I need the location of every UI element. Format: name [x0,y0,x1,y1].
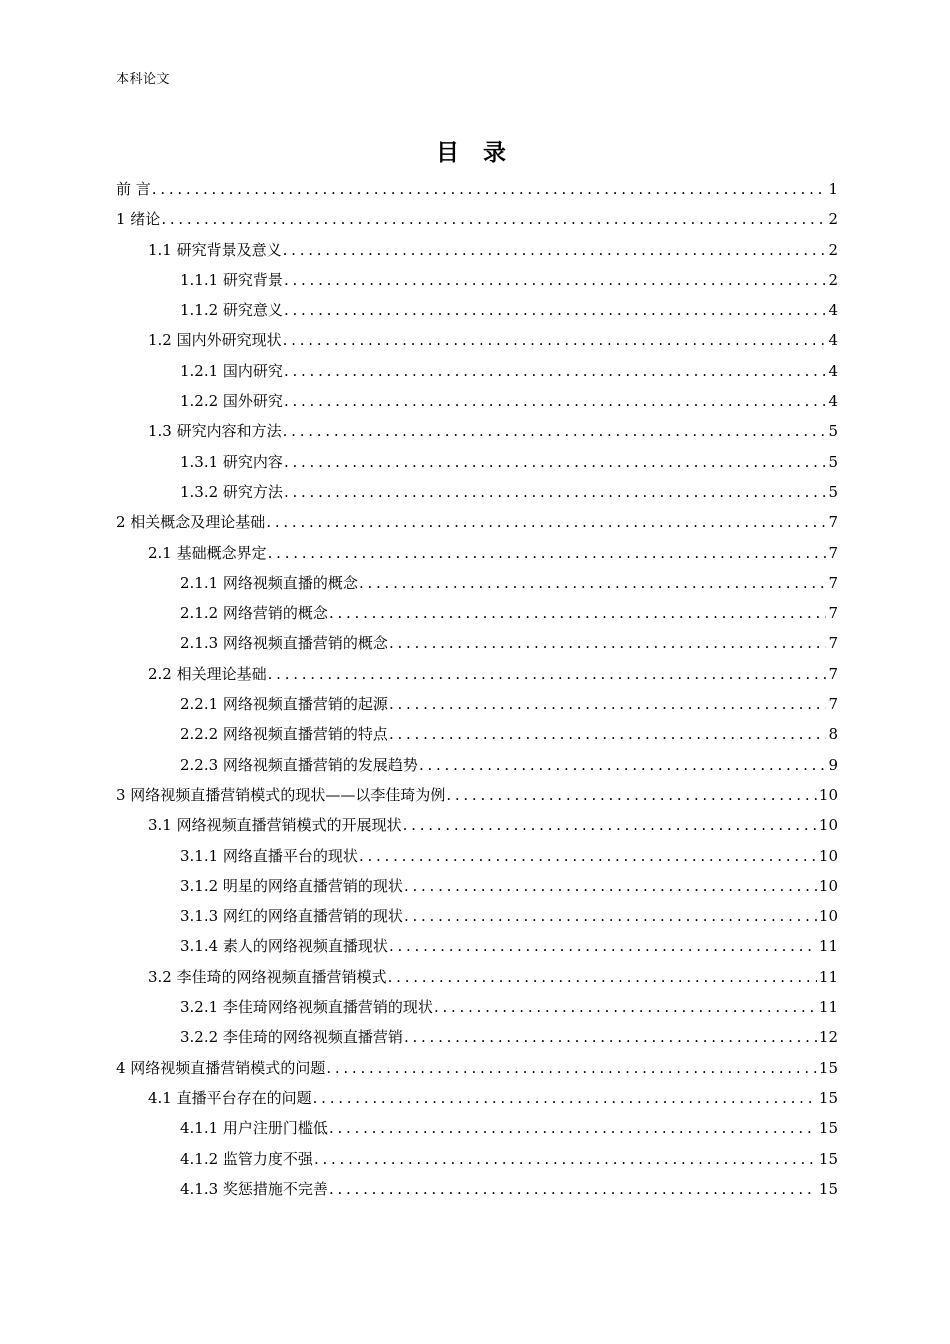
toc-dot-leader [329,1174,817,1204]
toc-entry-page-number: 5 [828,482,838,501]
toc-entry-page-number: 1 [828,180,838,198]
toc-entry-page-number: 2 [828,270,838,289]
toc-entry-label: 2.1.1 网络视频直播的概念 [180,573,358,592]
toc-entry-label: 1.2.1 国内研究 [180,361,283,380]
toc-entry-label: 1.1 研究背景及意义 [148,240,282,259]
toc-entry-label: 2.2.3 网络视频直播营销的发展趋势 [180,755,418,774]
toc-entry[interactable] [116,507,838,537]
toc-entry-label: 3.2 李佳琦的网络视频直播营销模式 [148,967,387,986]
toc-entry[interactable] [116,780,838,810]
toc-entry-page-number: 8 [828,725,838,744]
toc-dot-leader [403,810,817,840]
toc-entry-page-number: 2 [828,240,838,259]
toc-entry[interactable] [116,325,838,355]
toc-entry[interactable] [116,174,838,204]
toc-dot-leader [266,507,826,537]
toc-dot-leader [326,1053,817,1083]
toc-entry[interactable] [116,1144,838,1174]
toc-entry-page-number: 10 [818,846,838,865]
toc-entry-page-number: 5 [828,422,838,441]
toc-entry-label: 3.1.1 网络直播平台的现状 [180,846,358,865]
toc-dot-leader [389,719,827,749]
toc-entry[interactable] [116,1083,838,1113]
toc-entry-page-number: 7 [828,573,838,592]
toc-entry[interactable] [116,265,838,295]
toc-entry-page-number: 5 [828,452,838,471]
toc-dot-leader [389,628,827,658]
toc-dot-leader [404,901,817,931]
page-header: 本科论文 [116,72,171,87]
toc-entry-label: 3.1.3 网红的网络直播营销的现状 [180,907,403,926]
toc-entry[interactable] [116,689,838,719]
toc-entry-page-number: 10 [818,907,838,926]
toc-dot-leader [268,538,827,568]
toc-entry[interactable] [116,1113,838,1143]
toc-entry-page-number: 10 [818,876,838,895]
toc-entry[interactable] [116,568,838,598]
toc-entry[interactable] [116,810,838,840]
toc-dot-leader [388,962,817,992]
toc-entry[interactable] [116,356,838,386]
toc-dot-leader [419,750,827,780]
toc-entry[interactable] [116,992,838,1022]
toc-entry-label: 4.1.2 监管力度不强 [180,1149,313,1168]
toc-entry-page-number: 7 [828,695,838,714]
toc-entry[interactable] [116,962,838,992]
toc-title: 目 录 [435,140,514,166]
toc-entry-label: 1.3 研究内容和方法 [148,422,282,441]
toc-entry-page-number: 9 [828,755,838,774]
toc-entry-label: 4.1.1 用户注册门槛低 [180,1119,328,1138]
toc-entry[interactable] [116,719,838,749]
toc-entry-page-number: 4 [828,331,838,350]
toc-dot-leader [329,1113,817,1143]
toc-entry-label: 2.1 基础概念界定 [148,543,267,562]
toc-entry[interactable] [116,295,838,325]
toc-entry[interactable] [116,628,838,658]
toc-entry-label: 3.1.4 素人的网络视频直播现状 [180,937,388,956]
toc-dot-leader [283,325,827,355]
toc-entry-label: 1.3.1 研究内容 [180,452,283,471]
toc-entry-page-number: 4 [828,361,838,380]
toc-dot-leader [404,1022,817,1052]
toc-entry-page-number: 11 [818,967,838,986]
toc-dot-leader [283,416,827,446]
toc-entry[interactable] [116,447,838,477]
toc-entry-label: 2.1.3 网络视频直播营销的概念 [180,634,388,653]
toc-entry-page-number: 2 [828,210,838,229]
toc-dot-leader [283,235,827,265]
toc-entry-label: 2.1.2 网络营销的概念 [180,604,328,623]
toc-entry-label: 1.1.1 研究背景 [180,270,283,289]
toc-entry-label: 前 言 [116,180,151,198]
toc-entry[interactable] [116,659,838,689]
toc-dot-leader [284,295,827,325]
toc-entry-page-number: 4 [828,301,838,320]
toc-entry-label: 3.1.2 明星的网络直播营销的现状 [180,876,403,895]
toc-entry-label: 1.3.2 研究方法 [180,482,283,501]
toc-dot-leader [284,356,827,386]
toc-entry-label: 4.1 直播平台存在的问题 [148,1088,312,1107]
toc-entry-page-number: 15 [818,1058,838,1077]
toc-dot-leader [434,992,817,1022]
toc-entry-page-number: 7 [828,513,838,532]
toc-entry[interactable] [116,841,838,871]
toc-entry-label: 1.1.2 研究意义 [180,301,283,320]
toc-entry-page-number: 15 [818,1119,838,1138]
toc-entry-page-number: 10 [818,816,838,835]
toc-entry-page-number: 15 [818,1088,838,1107]
toc-entry[interactable] [116,416,838,446]
toc-entry-label: 2 相关概念及理论基础 [116,513,266,532]
toc-entry-page-number: 7 [828,664,838,683]
toc-dot-leader [389,689,827,719]
toc-dot-leader [284,447,827,477]
toc-entry-label: 2.2 相关理论基础 [148,664,267,683]
toc-entry[interactable] [116,477,838,507]
toc-entry-label: 1.2 国内外研究现状 [148,331,282,350]
toc-dot-leader [446,780,817,810]
toc-dot-leader [313,1083,817,1113]
table-of-contents [116,174,838,1204]
toc-entry[interactable] [116,235,838,265]
toc-dot-leader [161,204,826,234]
toc-entry-page-number: 10 [818,785,838,804]
toc-dot-leader [284,386,827,416]
toc-entry-label: 3.2.1 李佳琦网络视频直播营销的现状 [180,998,433,1017]
toc-entry-page-number: 4 [828,392,838,411]
toc-dot-leader [359,841,817,871]
toc-entry-label: 1 绪论 [116,210,161,229]
toc-dot-leader [284,265,827,295]
toc-entry[interactable] [116,901,838,931]
toc-entry[interactable] [116,871,838,901]
toc-entry-page-number: 11 [818,937,838,956]
toc-entry[interactable] [116,538,838,568]
toc-entry-label: 4.1.3 奖惩措施不完善 [180,1179,328,1198]
toc-dot-leader [404,871,817,901]
toc-dot-leader [389,931,817,961]
toc-dot-leader [314,1144,817,1174]
toc-dot-leader [268,659,827,689]
toc-entry-label: 2.2.2 网络视频直播营销的特点 [180,725,388,744]
toc-entry-page-number: 11 [818,998,838,1017]
toc-entry-page-number: 15 [818,1149,838,1168]
toc-entry[interactable] [116,386,838,416]
toc-entry-page-number: 12 [818,1028,838,1047]
toc-entry[interactable] [116,1022,838,1052]
toc-dot-leader [284,477,827,507]
toc-entry[interactable] [116,750,838,780]
toc-dot-leader [152,174,827,204]
toc-entry[interactable] [116,931,838,961]
toc-entry-label: 1.2.2 国外研究 [180,392,283,411]
toc-entry[interactable] [116,1053,838,1083]
toc-entry[interactable] [116,598,838,628]
toc-entry-label: 3.1 网络视频直播营销模式的开展现状 [148,816,402,835]
toc-entry-label: 4 网络视频直播营销模式的问题 [116,1058,326,1077]
toc-dot-leader [359,568,827,598]
toc-entry-page-number: 7 [828,634,838,653]
toc-entry[interactable] [116,204,838,234]
toc-entry-label: 3.2.2 李佳琦的网络视频直播营销 [180,1028,403,1047]
toc-entry[interactable] [116,1174,838,1204]
toc-entry-page-number: 15 [818,1179,838,1198]
toc-entry-page-number: 7 [828,604,838,623]
toc-entry-label: 3 网络视频直播营销模式的现状——以李佳琦为例 [116,785,446,804]
toc-entry-label: 2.2.1 网络视频直播营销的起源 [180,695,388,714]
toc-entry-page-number: 7 [828,543,838,562]
toc-dot-leader [329,598,827,628]
